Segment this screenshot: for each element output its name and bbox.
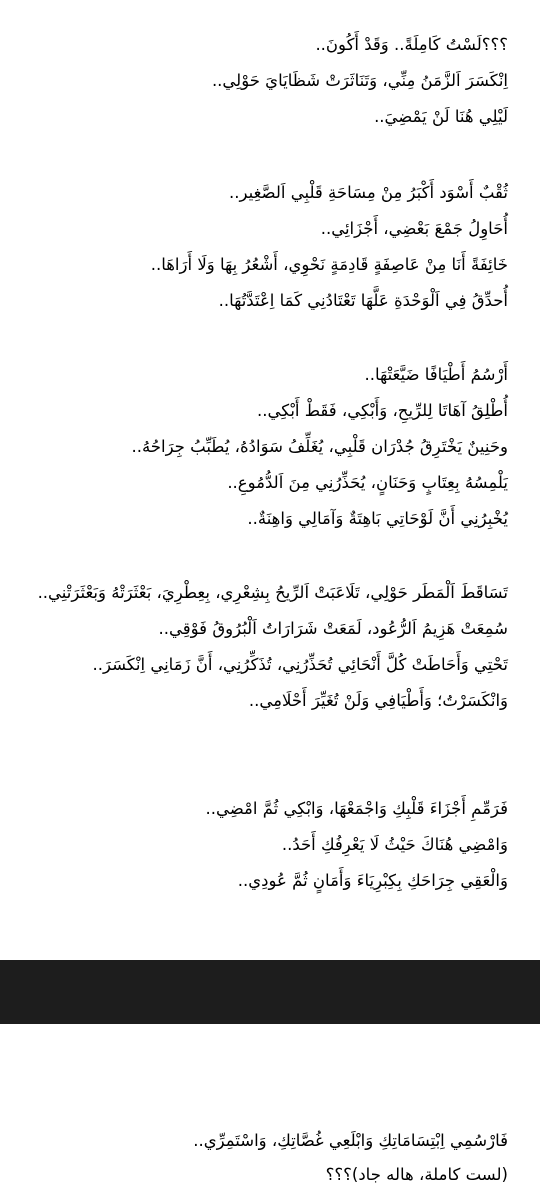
poem-line: تَحْتِي وَأَحَاطَتْ كُلَّ أَنْحَائِي تُحَذِّرُنِي، تُذَكِّرُنِي، أَنَّ زَمَانِي اِنْكَسَرَ.. bbox=[92, 655, 508, 674]
poem-line: فَارْسُمِي اِبْتِسَامَاتِكِ وَابْلَعِي غُصَّاتِكِ، وَاسْتَمِرِّي.. bbox=[193, 1131, 508, 1150]
poem-line: أُحَاوِلُ جَمْعَ بَعْضِي، أَجْزَائِي.. bbox=[320, 219, 508, 238]
poem-line: وَانْكَسَرْتُ؛ وَأَطْيَافِي وَلَنْ تُغَيِّرَ أَحْلَامِي.. bbox=[248, 691, 508, 710]
page-divider bbox=[0, 960, 540, 1024]
poem-line: أَرْسُمُ أَطْيَافًا ضَيَّعَتْهَا.. bbox=[364, 365, 508, 384]
signature-line: (لست كاملة، هاله جاد)؟؟؟ bbox=[325, 1165, 508, 1184]
poem-line: وَامْضِي هُنَاكَ حَيْثُ لَا يَعْرِفُكِ أَحَدُ.. bbox=[281, 835, 508, 854]
poem-line: أُطْلِقُ آهَاتَا لِلرِّيحِ، وَأَبْكِي، فَقَطْ أَبْكِي.. bbox=[256, 401, 508, 420]
poem-line: فَرَمِّمِ أَجْزَاءَ قَلْبِكِ وَاجْمَعْهَا، وَابْكِي ثُمَّ امْضِي.. bbox=[205, 799, 508, 818]
poem-line: ؟؟؟لَسْتُ كَامِلَةً.. وَقَدْ أَكُونَ.. bbox=[315, 35, 508, 54]
poem-line: خَائِفَةً أَنَا مِنْ عَاصِفَةٍ قَادِمَةٍ نَحْوِي، أَشْعُرُ بِهَا وَلَا أَرَاهَا.. bbox=[150, 255, 508, 274]
poem-line: لَيْلِي هُنَا لَنْ يَمْضِيَ.. bbox=[374, 107, 508, 126]
poem-line: ثُقْبٌ أَسْوَد أَكْبَرُ مِنْ مِسَاحَةِ قَلْبِي اَلصَّغِير.. bbox=[229, 183, 508, 202]
poem-line: سُمِعَتْ هَزِيمُ اَلرُّعُود، لَمَعَتْ شَرَارَاتُ اَلْبُرُوقُ فَوْقِي.. bbox=[158, 619, 508, 638]
poem-line: وَالْعَقِي جِرَاحَكِ بِكِبْرِيَاءَ وَأَمَانٍ ثُمَّ عُودِي.. bbox=[237, 871, 508, 890]
poem-line: اِنْكَسَرَ اَلزَّمَنُ مِنِّي، وَتَنَاثَرَتْ شَظَايَايَ حَوْلِي.. bbox=[211, 71, 508, 90]
poem-line: يُخْبِرُنِي أَنَّ لَوْحَاتِي بَاهِتَةٌ وَآمَالِي وَاهِنَةٌ.. bbox=[247, 509, 508, 528]
poem-line: يَلْمِسُهُ بِعِتَابٍ وَحَنَانٍ، يُحَذِّرُنِي مِنَ اَلدُّمُوعِ.. bbox=[227, 473, 508, 492]
poem-line: تَسَاقَطَ اَلْمَطَر حَوْلِي، تَلَاعَبَتْ اَلرِّيحُ بِشِعْرِي، بِعِطْرِيَ، بَعْثَرَتْهُ وَبَعْثَرَتْنِي.. bbox=[37, 583, 508, 602]
poem-line: وحَنِينٌ يَخْتَرِقُ جُدْرَان قَلْبِي، يُغَلِّفُ سَوَادُهُ، يُطَبِّبُ جِرَاحُهُ.. bbox=[131, 437, 508, 456]
poem-line: أُحدِّقُ فِي اَلْوَحْدَةِ عَلَّهَا تَعْتَادُنِي كَمَا اِعْتَدَّتُهَا.. bbox=[218, 291, 508, 310]
